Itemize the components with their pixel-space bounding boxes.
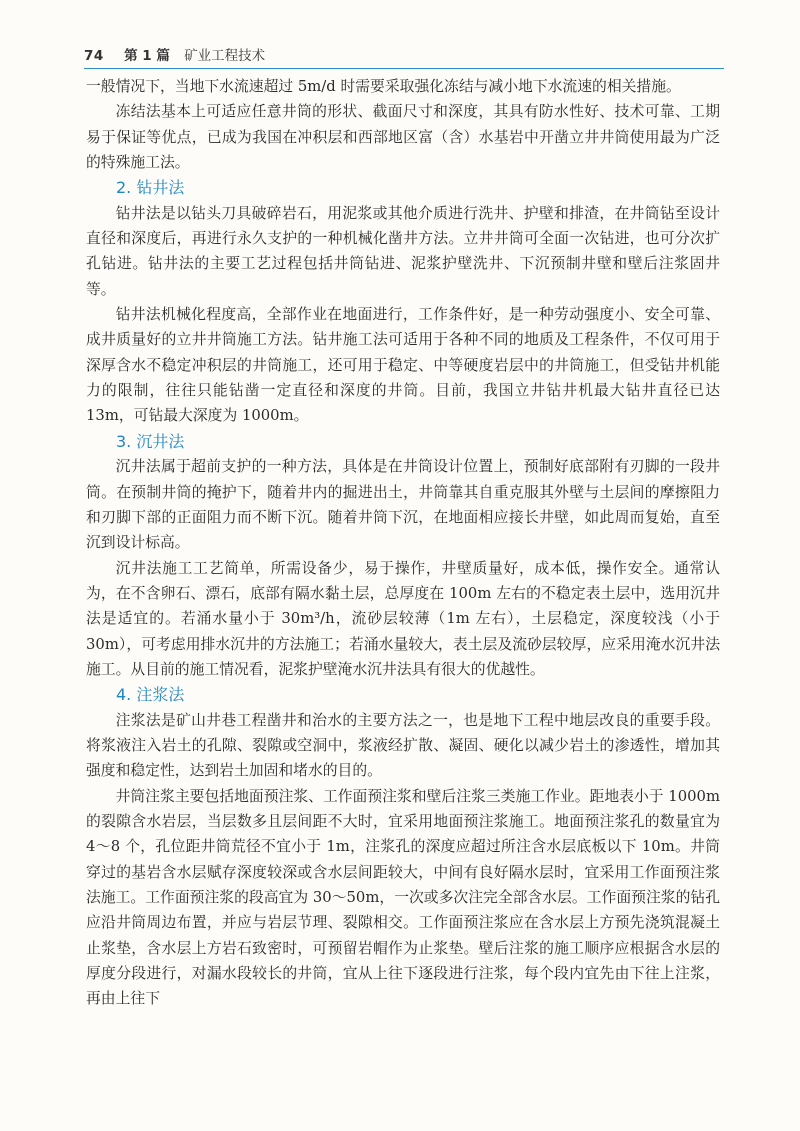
section-heading-grouting: 4. 注浆法 [116,685,185,705]
paragraph: 钻井法是以钻头刀具破碎岩石，用泥浆或其他介质进行洗井、护壁和排渣，在井筒钻至设计直径和深度后，再进行永久支护的一种机械化凿井方法。立井井筒可全面一次钻进，也可分次扩孔钻进。钻井法的主要工艺过程包括井筒钻进、泥浆护壁洗井、下沉预制井壁和壁后注浆固井等。 [86,204,720,298]
part-label: 第 1 篇 [124,48,170,64]
paragraph: 冻结法基本上可适应任意井筒的形状、截面尺寸和深度，其具有防水性好、技术可靠、工期易于保证等优点，已成为我国在冲积层和西部地区富（含）水基岩中开凿立井井筒使用最为广泛的特殊施工法。 [86,103,720,172]
running-header [84,44,724,66]
section-heading-drilling: 2. 钻井法 [116,178,185,198]
paragraph: 一般情况下，当地下水流速超过 5m/d 时需要采取强化冻结与减小地下水流速的相关措施。 [86,78,681,95]
paragraph: 沉井法属于超前支护的一种方法，具体是在井筒设计位置上，预制好底部附有刃脚的一段井筒。在预制井筒的掩护下，随着井内的掘进出土，井筒靠其自重克服其外壁与土层间的摩擦阻力和刃脚下部的正面阻力而不断下沉。随着井筒下沉，在地面相应接长井壁，如此周而复始，直至沉到设计标高。 [86,458,720,552]
paragraph: 井筒注浆主要包括地面预注浆、工作面预注浆和壁后注浆三类施工作业。距地表小于 1000m 的裂隙含水岩层，当层数多且层间距不大时，宜采用地面预注浆施工。地面预注浆孔的数量宜为 4～8 个，孔位距井筒荒径不宜小于 1m，注浆孔的深度应超过所注含水层底板以下 10m。井筒穿过的基岩含水层赋存深度较深或含水层间距较大，中间有良好隔水层时，宜采用工作面预注浆法施工。工作面预注浆的段高宜为 30～50m，一次或多次注完全部含水层。工作面预注浆的钻孔应沿井筒周边布置，并应与岩层节理、裂隙相交。工作面预注浆应在含水层上方预先浇筑混凝土止浆垫，含水层上方岩石致密时，可预留岩帽作为止浆垫。壁后注浆的施工顺序应根据含水层的厚度分段进行，对漏水段较长的井筒，宜从上往下逐段进行注浆，每个段内宜先由下往上注浆，再由上往下 [86,787,720,1008]
section-heading-caisson: 3. 沉井法 [116,431,185,451]
part-title: 矿业工程技术 [184,48,266,64]
paragraph: 沉井法施工工艺简单，所需设备少，易于操作，井壁质量好，成本低，操作安全。通常认为，在不含卵石、漂石，底部有隔水黏土层，总厚度在 100m 左右的不稳定表土层中，选用沉井法是适宜的。若涌水量小于 30m³/h，流砂层较薄（1m 左右），土层稳定，深度较浅（小于 30m），可考虑用排水沉井的方法施工；若涌水量较大，表土层及流砂层较厚，应采用淹水沉井法施工。从目前的施工情况看，泥浆护壁淹水沉井法具有很大的优越性。 [86,559,720,678]
header-rule [84,68,724,69]
paragraph: 钻井法机械化程度高，全部作业在地面进行，工作条件好，是一种劳动强度小、安全可靠、成井质量好的立井井筒施工方法。钻井施工法可适用于各种不同的地质及工程条件，不仅可用于深厚含水不稳定冲积层的井筒施工，还可用于稳定、中等硬度岩层中的井筒施工，但受钻井机能力的限制，往往只能钻凿一定直径和深度的井筒。目前，我国立井钻井机最大钻井直径已达 13m，可钻最大深度为 1000m。 [86,306,720,425]
paragraph: 注浆法是矿山井巷工程凿井和治水的主要方法之一，也是地下工程中地层改良的重要手段。将浆液注入岩土的孔隙、裂隙或空洞中，浆液经扩散、凝固、硬化以减少岩土的渗透性，增加其强度和稳定性，达到岩土加固和堵水的目的。 [86,711,720,780]
page-body [86,74,720,1012]
page-number: 74 [84,48,104,64]
